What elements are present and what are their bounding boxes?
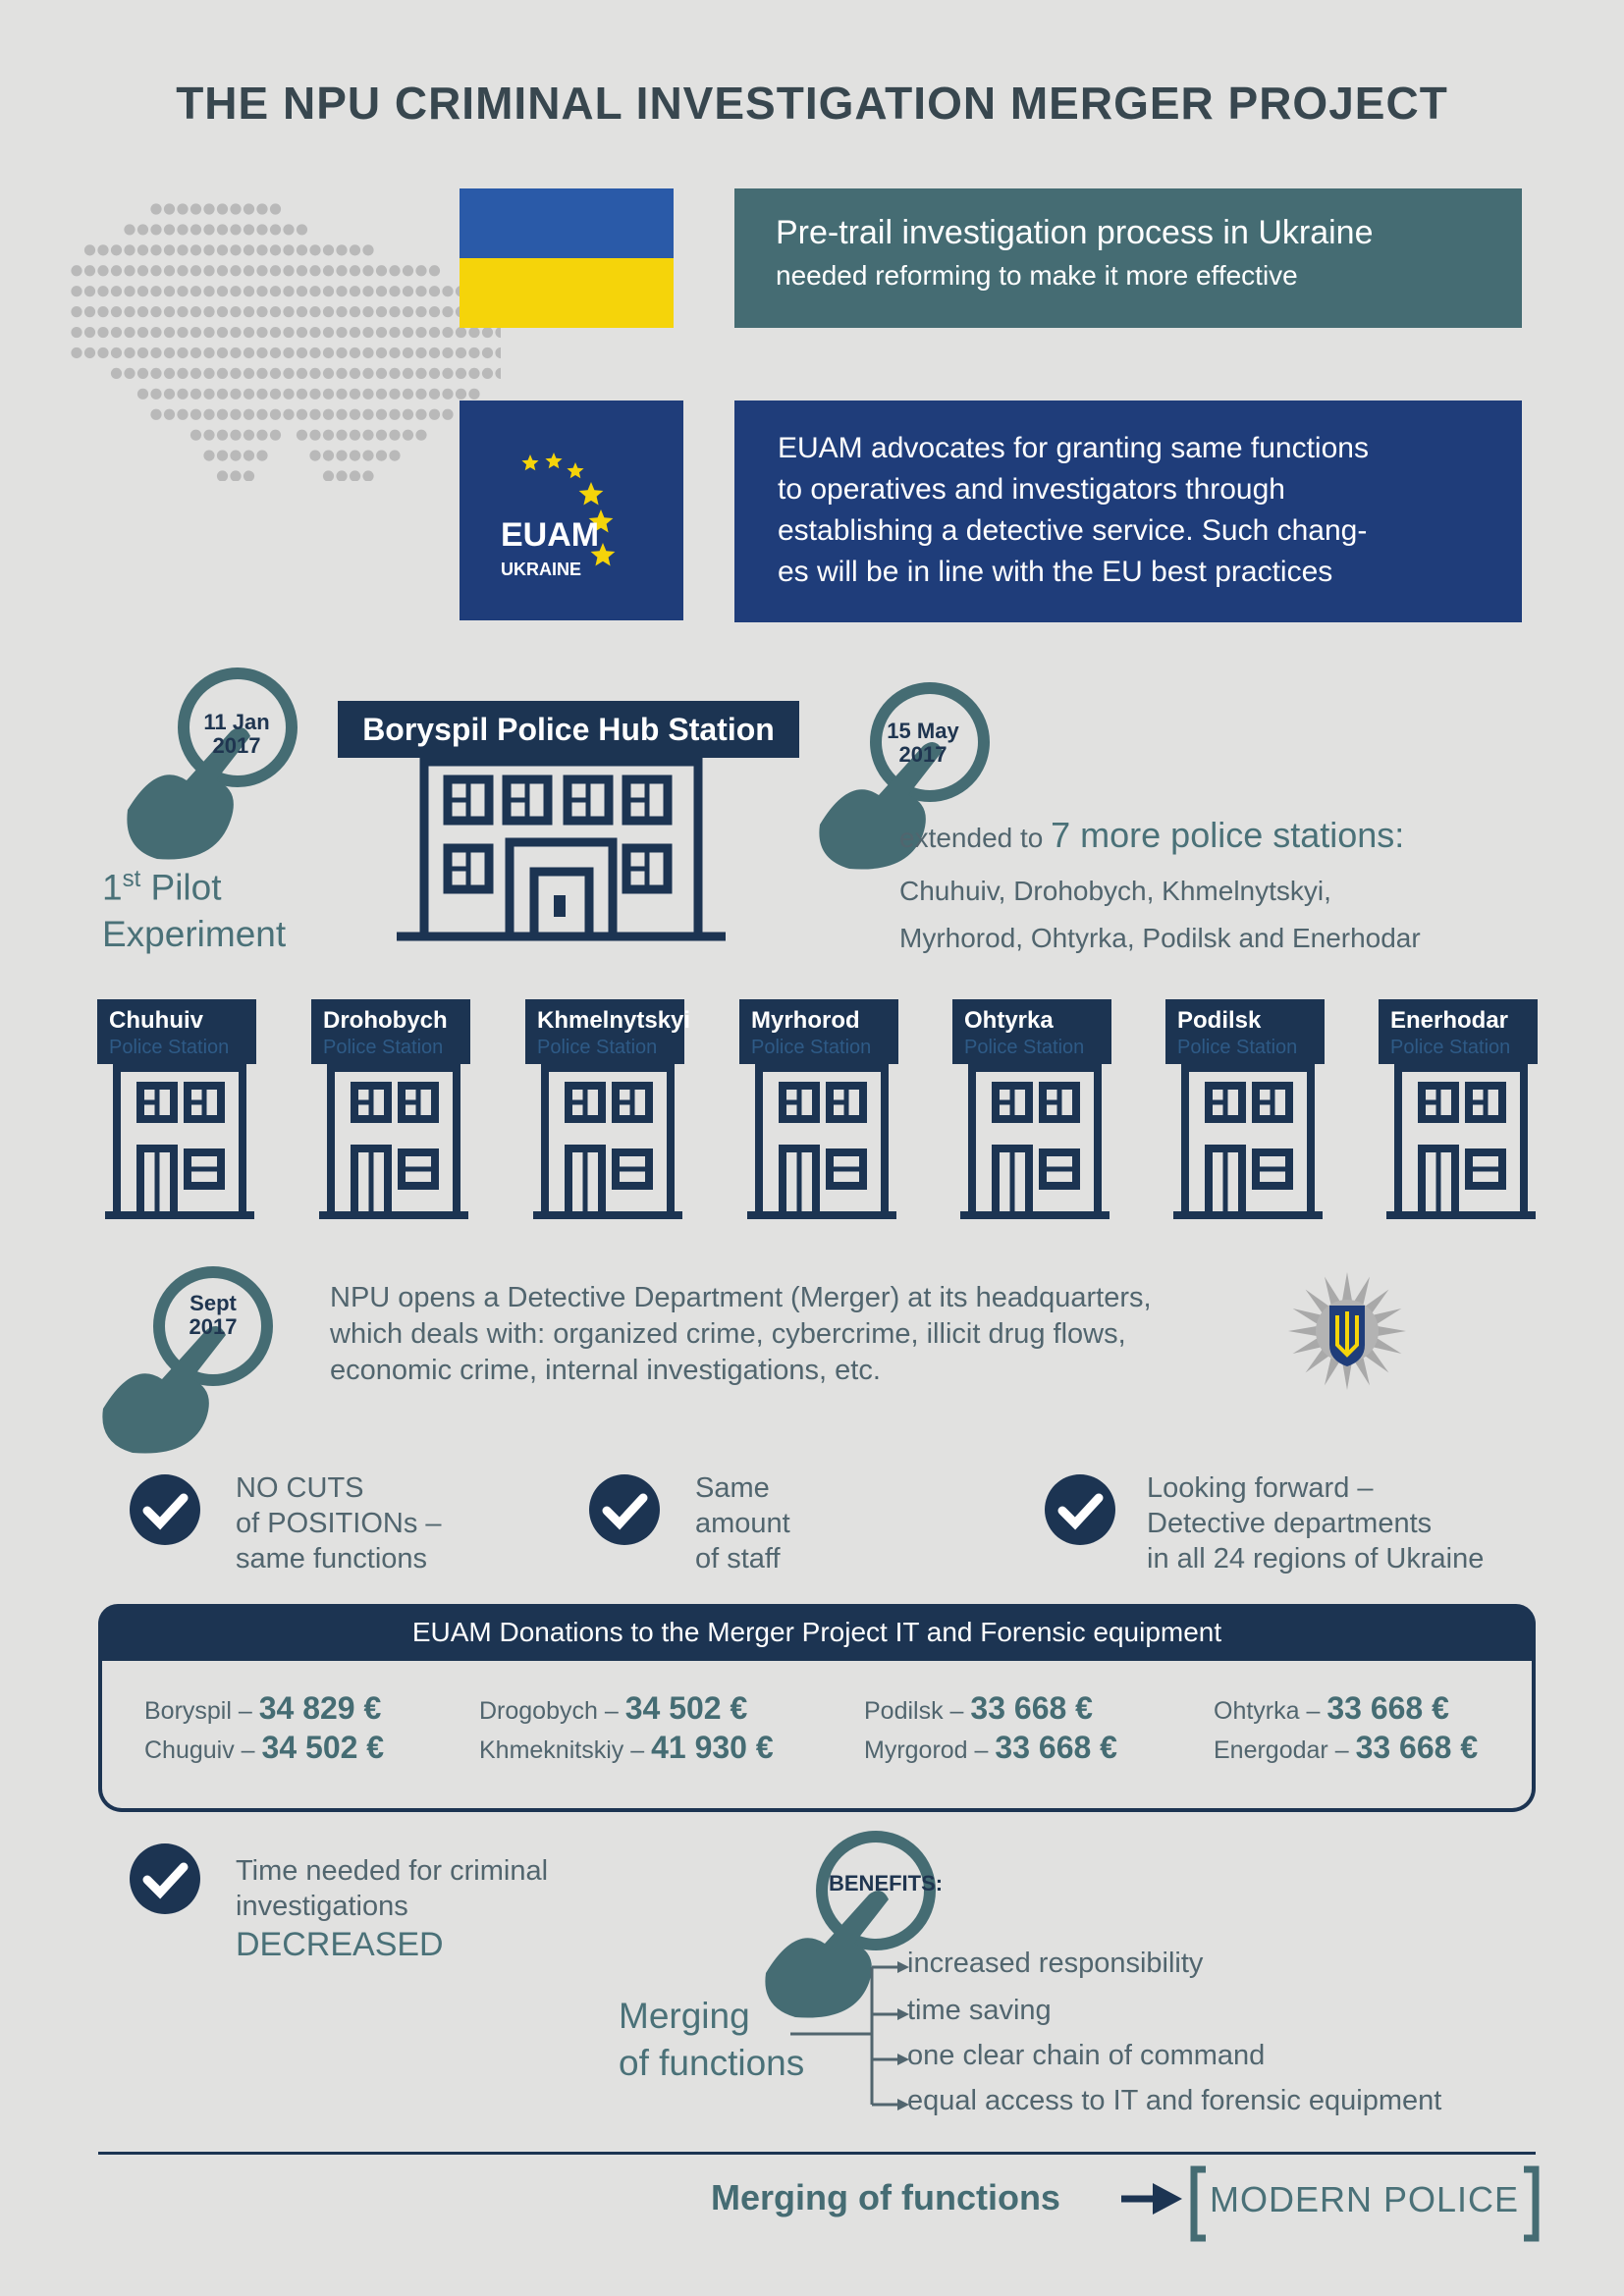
station-label: Ohtyrka Police Station: [952, 999, 1111, 1064]
check-icon: [589, 1474, 660, 1545]
ukraine-flag-icon: [460, 188, 674, 328]
time-text: Time needed for criminal investigations DECREASED: [236, 1855, 549, 1963]
pretrail-box: [734, 188, 1522, 328]
euam-line3: establishing a detective service. Such chang-: [778, 514, 1368, 547]
hub-station-title: Boryspil Police Hub Station: [338, 701, 799, 758]
pointing-hand-icon: [93, 1261, 280, 1458]
hub-building-icon: [397, 758, 726, 942]
euam-line2: to operatives and investigators through: [778, 473, 1285, 506]
police-station-building-icon: [960, 1064, 1110, 1219]
police-station-building-icon: [1173, 1064, 1323, 1219]
extension-list: Chuhuiv, Drohobych, Khmelnytskyi, Myrhorod, Ohtyrka, Podilsk and Enerhodar: [899, 876, 1421, 953]
npu-emblem-icon: [1282, 1266, 1412, 1396]
detective-date: Sept 2017: [189, 1291, 238, 1339]
euam-box: [734, 400, 1522, 622]
euam-line1: EUAM advocates for granting same functions: [778, 432, 1369, 464]
detective-text: NPU opens a Detective Department (Merger) at its headquarters, which deals with: organized crime, cybercrime, illicit drug flows, economic crime, internal investigations, etc.: [330, 1282, 1152, 1386]
station-label: Myrhorod Police Station: [739, 999, 898, 1064]
station-label: Podilsk Police Station: [1165, 999, 1325, 1064]
donation-item: Myrgorod – 33 668 €: [864, 1730, 1117, 1765]
donation-item: Energodar – 33 668 €: [1214, 1730, 1479, 1765]
check-icon: [1045, 1474, 1115, 1545]
donation-item: Drogobych – 34 502 €: [479, 1690, 748, 1726]
extension-date: 15 May 2017: [887, 719, 959, 767]
page-title: THE NPU CRIMINAL INVESTIGATION MERGER PROJECT: [176, 78, 1448, 129]
ukraine-map-icon: [69, 201, 501, 481]
station-label: Enerhodar Police Station: [1379, 999, 1538, 1064]
merging-label: Merging of functions: [619, 1996, 805, 2083]
station-label: Drohobych Police Station: [311, 999, 470, 1064]
euam-line4: es will be in line with the EU best practices: [778, 556, 1333, 588]
check-icon: [130, 1474, 200, 1545]
police-station-building-icon: [105, 1064, 254, 1219]
check-text: Looking forward – Detective departments in all 24 regions of Ukraine: [1147, 1472, 1485, 1575]
donation-item: Chuguiv – 34 502 €: [144, 1730, 385, 1765]
euam-logo-sub: UKRAINE: [501, 560, 582, 579]
benefit-item: increased responsibility: [907, 1948, 1204, 1979]
check-text: NO CUTS of POSITIONs – same functions: [236, 1472, 442, 1575]
pretrail-line1: Pre-trail investigation process in Ukraine: [776, 214, 1374, 251]
police-station-building-icon: [319, 1064, 468, 1219]
pilot-label: 1st Pilot Experiment: [102, 866, 287, 955]
pretrail-line2: needed reforming to make it more effective: [776, 260, 1298, 291]
euam-logo-text: EUAM: [501, 516, 600, 554]
extension-lead: extended to 7 more police stations:: [899, 815, 1405, 855]
benefits-label: BENEFITS:: [829, 1871, 944, 1896]
arrow-right-icon: [1119, 2181, 1184, 2216]
donation-item: Ohtyrka – 33 668 €: [1214, 1690, 1449, 1726]
donation-item: Khmeknitskiy – 41 930 €: [479, 1730, 774, 1765]
benefit-item: one clear chain of command: [907, 2040, 1266, 2071]
donations-heading: EUAM Donations to the Merger Project IT and Forensic equipment: [98, 1604, 1536, 1661]
footer-left: Merging of functions: [711, 2177, 1060, 2217]
footer-divider: [98, 2152, 1536, 2155]
police-station-building-icon: [533, 1064, 682, 1219]
pilot-date: 11 Jan 2017: [203, 710, 270, 758]
police-station-building-icon: [1386, 1064, 1536, 1219]
donation-item: Boryspil – 34 829 €: [144, 1690, 382, 1726]
benefit-item: time saving: [907, 1995, 1052, 2026]
check-icon: [130, 1843, 200, 1914]
check-text: Same amount of staff: [695, 1472, 790, 1575]
euam-logo: [460, 400, 683, 620]
benefits-connector: [785, 1953, 913, 2120]
police-station-building-icon: [747, 1064, 896, 1219]
footer-right: MODERN POLICE: [1210, 2179, 1520, 2219]
donation-item: Podilsk – 33 668 €: [864, 1690, 1093, 1726]
pointing-hand-icon: [118, 663, 304, 874]
station-label: Chuhuiv Police Station: [97, 999, 256, 1064]
benefit-item: equal access to IT and forensic equipment: [907, 2085, 1442, 2116]
station-label: Khmelnytskyi Police Station: [525, 999, 684, 1064]
